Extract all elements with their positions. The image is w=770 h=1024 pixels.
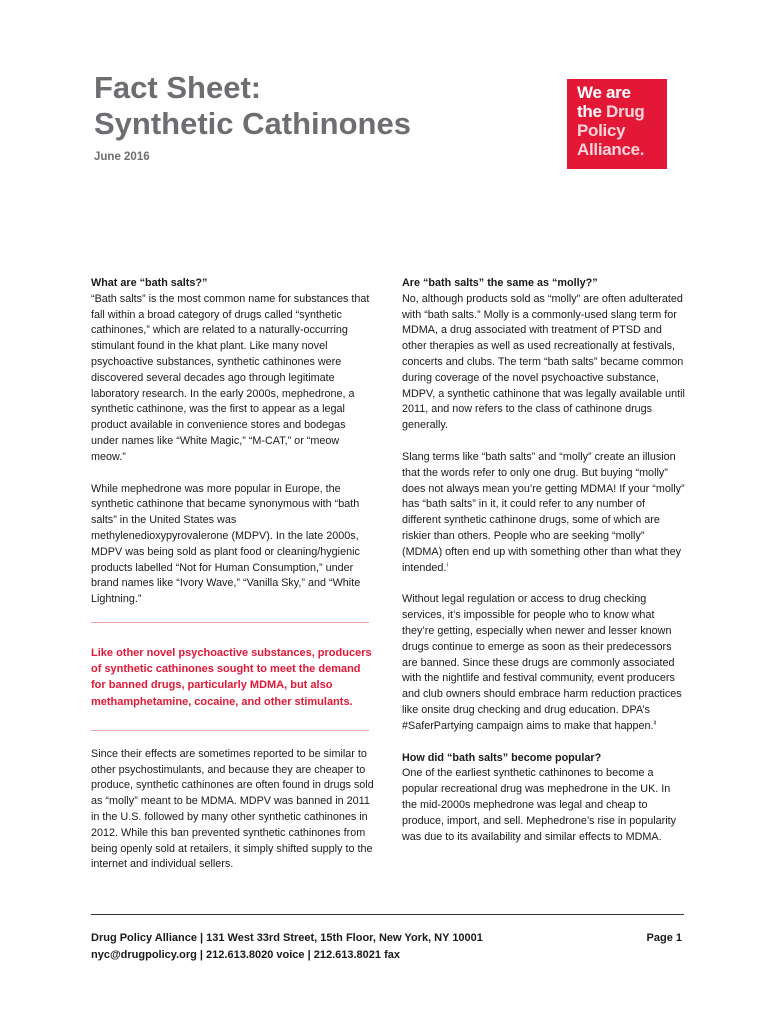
paragraph-effects-ban: Since their effects are sometimes reported to be similar to other psychostimulants, and because they are cheaper to produce, synthetic cathinones are often found in drugs sold as “molly” meant to be MDMA. MDPV was banned in 2011 in the U.S. followed by many other synthetic cathinones in 2012. While this ban prevented synthetic cathinones from being openly sold at retailers, it simply shifted supply to the internet and individual sellers. bbox=[91, 747, 374, 871]
title-line-2: Synthetic Cathinones bbox=[94, 106, 411, 141]
logo-line-2b: Drug bbox=[606, 102, 645, 121]
footer-address: Drug Policy Alliance | 131 West 33rd Street, 15th Floor, New York, NY 10001 bbox=[91, 932, 483, 944]
logo-line-2 bbox=[577, 102, 667, 121]
left-column bbox=[91, 276, 376, 873]
paragraph-slang-terms bbox=[402, 450, 685, 576]
footer-divider bbox=[91, 914, 684, 915]
dpa-logo bbox=[567, 79, 667, 169]
logo-line-1: We are bbox=[577, 83, 631, 102]
heading-how-popular: How did “bath salts” become popular? bbox=[402, 751, 602, 764]
logo-line-3: Policy bbox=[577, 121, 626, 140]
paragraph-drug-checking-text: Without legal regulation or access to drug checking services, it’s impossible for people who to know what they’re getting, especially when newer and lesser known drugs continue to emerge as soon as their predecessors are banned. Since these drugs are commonly associated with the nightlife and festival community, event producers and club owners should embrace harm reduction practices like onsite drug checking and drug education. DPA’s #SaferPartying campaign aims to make that happen. bbox=[402, 593, 682, 732]
pullquote-divider-top bbox=[91, 622, 369, 623]
paragraph-molly-definition: No, although products sold as “molly” are often adulterated with “bath salts.” Molly is a commonly-used slang term for MDMA, a drug associated with treatment of PTSD and other therapies as well as used recreationally at festivals, concerts and clubs. The term “bath salts” became common during coverage of the novel psychoactive substance, MDPV, a synthetic cathinone that was legally available until 2011, and now refers to the class of cathinone drugs generally. bbox=[402, 292, 685, 432]
logo-line-2a: the bbox=[577, 102, 607, 121]
pullquote: Like other novel psychoactive substances, producers of synthetic cathinones sought to meet the demand for banned drugs, particularly MDMA, but also methamphetamine, cocaine, and other stimulants. bbox=[91, 646, 372, 708]
heading-same-as-molly: Are “bath salts” the same as “molly?” bbox=[402, 277, 598, 289]
pullquote-divider-bottom bbox=[91, 730, 369, 731]
publication-date: June 2016 bbox=[94, 151, 150, 163]
page-title bbox=[94, 70, 411, 142]
footnote-marker-i: i bbox=[446, 561, 448, 568]
paragraph-slang-terms-text: Slang terms like “bath salts” and “molly” create an illusion that the words refer to only one drug. But buying “molly” does not always mean you’re getting MDMA! If your “molly” has “bath salts” in it, it could refer to any number of different synthetic cathinone drugs, some of which are riskier than others. People who are seeking “molly” (MDMA) often end up with something other than what they intended. bbox=[402, 450, 685, 574]
footnote-marker-ii: ii bbox=[653, 720, 657, 727]
paragraph-bath-salts-definition: “Bath salts” is the most common name for substances that fall within a broad category of drugs called “synthetic cathinones,” which are related to a naturally-occurring stimulant found in the khat plant. Like many novel psychoactive substances, synthetic cathinones were discovered several decades ago through legitimate laboratory research. In the early 2000s, mephedrone, a synthetic cathinone, was the first to appear as a legal product available in convenience stores and bodegas under names like “White Magic,” “M-CAT,” or “meow meow.” bbox=[91, 292, 370, 463]
paragraph-drug-checking bbox=[402, 592, 685, 734]
paragraph-mephedrone-mdpv: While mephedrone was more popular in Europe, the synthetic cathinone that became synonymous with “bath salts” in the United States was methylenedioxypyrovalerone (MDPV). In the late 2000s, MDPV was being sold as plant food or cleaning/hygienic products labelled “Not for Human Consumption,” under brand names like “Ivory Wave,” “Vanilla Sky,” and “White Lightning.” bbox=[91, 482, 361, 606]
heading-what-are-bath-salts: What are “bath salts?” bbox=[91, 277, 208, 289]
title-line-1: Fact Sheet: bbox=[94, 70, 262, 105]
page-number: Page 1 bbox=[646, 932, 682, 944]
footer bbox=[91, 930, 684, 964]
paragraph-popularity: One of the earliest synthetic cathinones to become a popular recreational drug was mephedrone in the UK. In the mid-2000s mephedrone was legal and cheap to produce, import, and sell. Mephedrone’s rise in popularity was due to its availability and similar effects to MDMA. bbox=[402, 767, 677, 843]
right-column bbox=[402, 276, 685, 845]
logo-line-4: Alliance. bbox=[577, 140, 645, 159]
footer-contact: nyc@drugpolicy.org | 212.613.8020 voice | 212.613.8021 fax bbox=[91, 949, 400, 961]
